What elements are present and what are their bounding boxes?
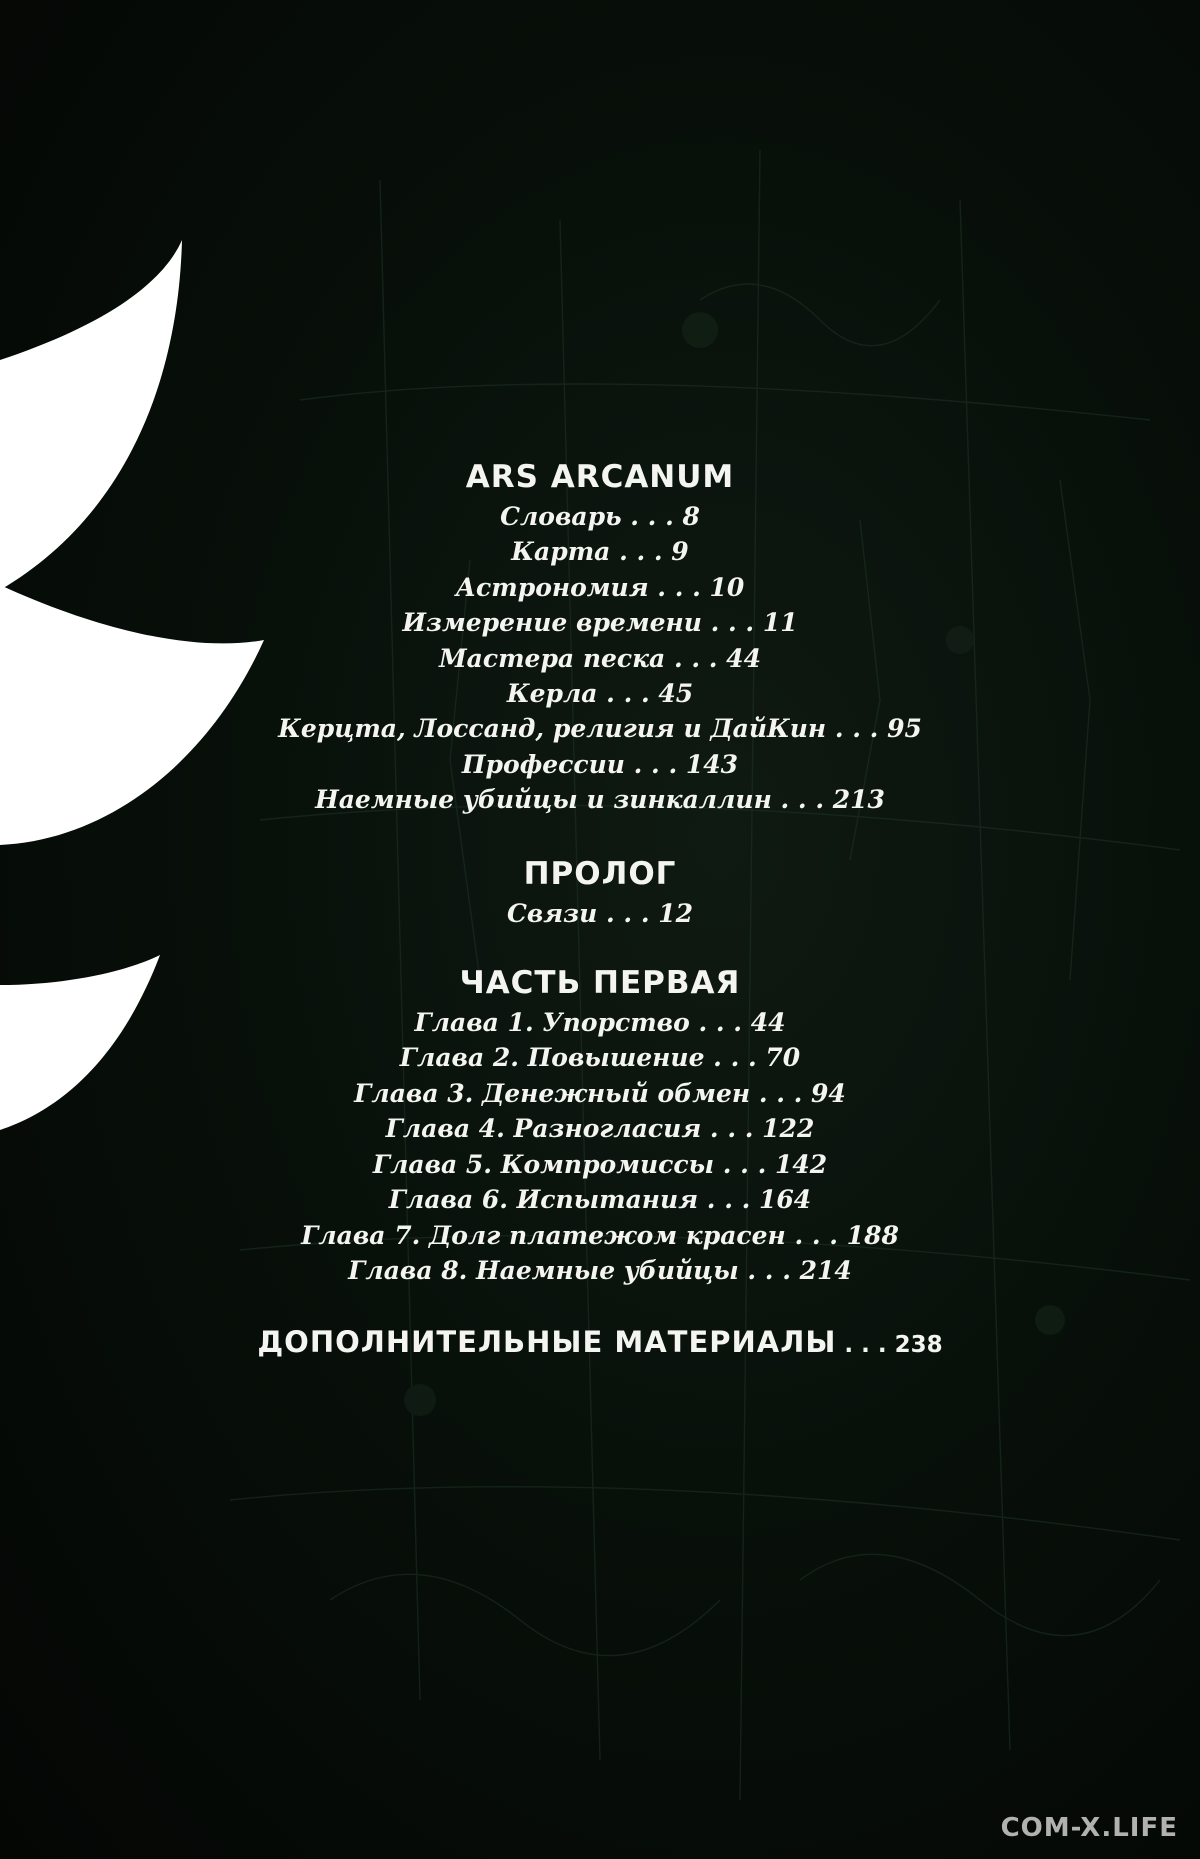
ars-arcanum-entries	[0, 499, 1200, 818]
section-title-ars-arcanum: ARS ARCANUM	[465, 459, 735, 495]
toc-entry: Связи . . . 12	[506, 898, 694, 928]
toc-entry: Профессии . . . 143	[461, 749, 739, 779]
toc-entry: Глава 1. Упорство . . . 44	[414, 1008, 786, 1038]
table-of-contents	[0, 455, 1200, 1367]
toc-entry: Мастера песка . . . 44	[439, 643, 761, 673]
toc-entry-extras	[0, 1320, 1200, 1367]
extras-title: ДОПОЛНИТЕЛЬНЫЕ МАТЕРИАЛЫ	[257, 1325, 837, 1360]
toc-entry: Измерение времени . . . 11	[402, 608, 798, 638]
toc-entry: Словарь . . . 8	[500, 502, 700, 531]
toc-entry: Глава 2. Повышение . . . 70	[399, 1043, 801, 1073]
toc-entry: Глава 3. Денежный обмен . . . 94	[354, 1078, 846, 1108]
toc-entry: Карта . . . 9	[511, 537, 689, 567]
part-one-entries	[0, 1005, 1200, 1288]
section-title-part-one: ЧАСТЬ ПЕРВАЯ	[459, 965, 741, 1002]
toc-entry: Глава 8. Наемные убийцы . . . 214	[348, 1255, 852, 1285]
extras-page: . . . 238	[836, 1332, 943, 1359]
toc-entry: Глава 7. Долг платежом красен . . . 188	[301, 1220, 899, 1250]
toc-entry: Керла . . . 45	[506, 679, 694, 709]
toc-entry: Наемные убийцы и зинкаллин . . . 213	[315, 785, 885, 815]
toc-entry: Астрономия . . . 10	[455, 572, 745, 602]
toc-entry: Керцта, Лоссанд, религия и ДайКин . . . 95	[278, 714, 922, 744]
prologue-entries	[0, 896, 1200, 931]
section-title-prologue: ПРОЛОГ	[523, 855, 677, 892]
toc-entry: Глава 6. Испытания . . . 164	[388, 1185, 812, 1215]
toc-entry: Глава 4. Разногласия . . . 122	[385, 1114, 815, 1144]
site-watermark: COM-X.LIFE	[1000, 1813, 1178, 1843]
toc-entry: Глава 5. Компромиссы . . . 142	[372, 1149, 828, 1179]
